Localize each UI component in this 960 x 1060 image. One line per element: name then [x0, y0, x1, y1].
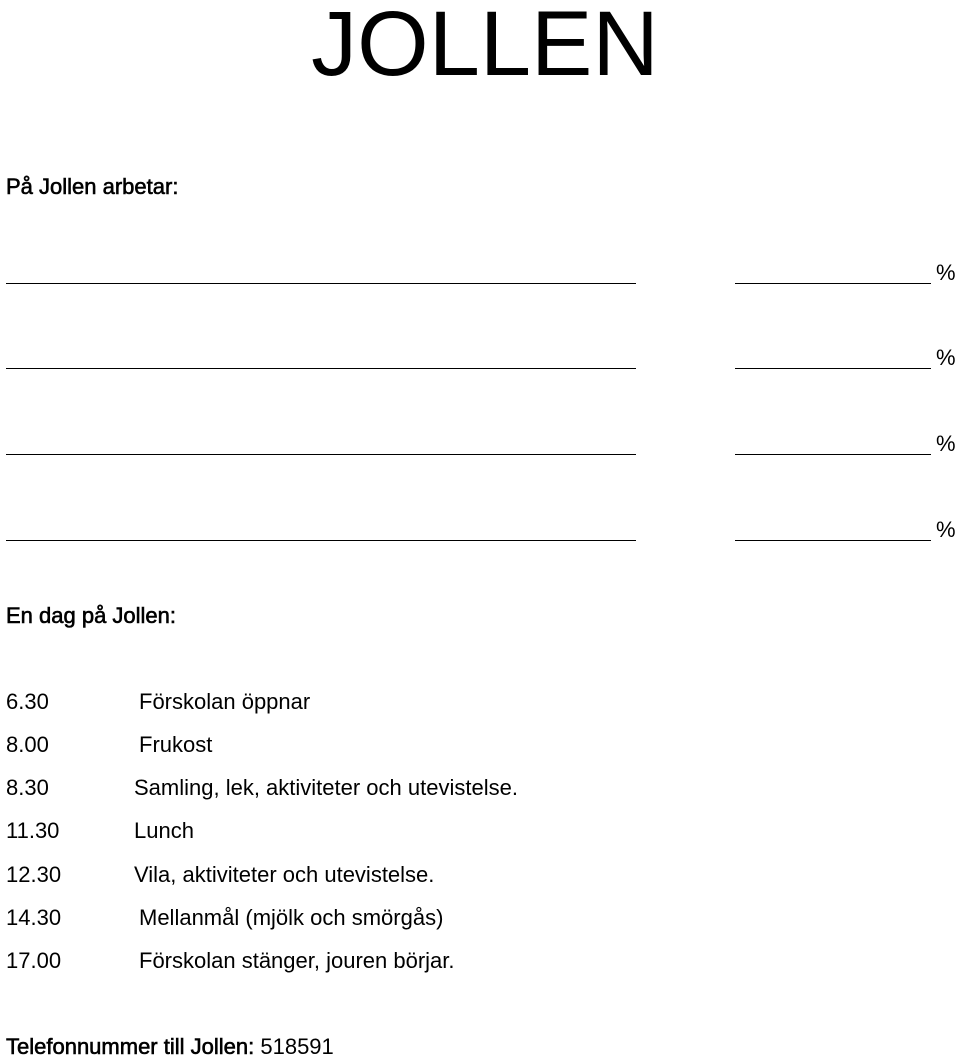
staff-percent-line[interactable]: [735, 454, 931, 455]
page-title: JOLLEN: [311, 0, 659, 95]
schedule-activity: Vila, aktiviteter och utevistelse.: [134, 862, 435, 887]
schedule-time: 8.30: [6, 775, 49, 800]
staff-name-line[interactable]: [6, 454, 636, 455]
staff-name-line[interactable]: [6, 368, 636, 369]
phone-label: Telefonnummer till Jollen:: [6, 1034, 255, 1059]
staff-name-line[interactable]: [6, 540, 636, 541]
schedule-activity: Mellanmål (mjölk och smörgås): [139, 905, 444, 930]
phone-line: [6, 1034, 334, 1060]
percent-symbol: %: [936, 517, 956, 542]
phone-number: 518591: [260, 1034, 334, 1059]
percent-symbol: %: [936, 431, 956, 456]
percent-symbol: %: [936, 345, 956, 370]
percent-symbol: %: [936, 260, 956, 285]
schedule-time: 6.30: [6, 689, 49, 714]
schedule-activity: Lunch: [134, 818, 194, 843]
staff-percent-line[interactable]: [735, 283, 931, 284]
schedule-time: 14.30: [6, 905, 62, 930]
schedule-time: 8.00: [6, 732, 49, 757]
day-heading: En dag på Jollen:: [6, 603, 177, 628]
staff-percent-line[interactable]: [735, 540, 931, 541]
staff-percent-line[interactable]: [735, 368, 931, 369]
schedule-activity: Förskolan stänger, jouren börjar.: [139, 948, 455, 973]
schedule-time: 17.00: [6, 948, 62, 973]
schedule-activity: Frukost: [139, 732, 213, 757]
schedule-time: 12.30: [6, 862, 62, 887]
schedule-activity: Samling, lek, aktiviteter och utevistelse.: [134, 775, 518, 800]
staff-name-line[interactable]: [6, 283, 636, 284]
schedule-time: 11.30: [6, 818, 60, 843]
staff-heading: På Jollen arbetar:: [6, 174, 179, 199]
schedule-activity: Förskolan öppnar: [139, 689, 311, 714]
